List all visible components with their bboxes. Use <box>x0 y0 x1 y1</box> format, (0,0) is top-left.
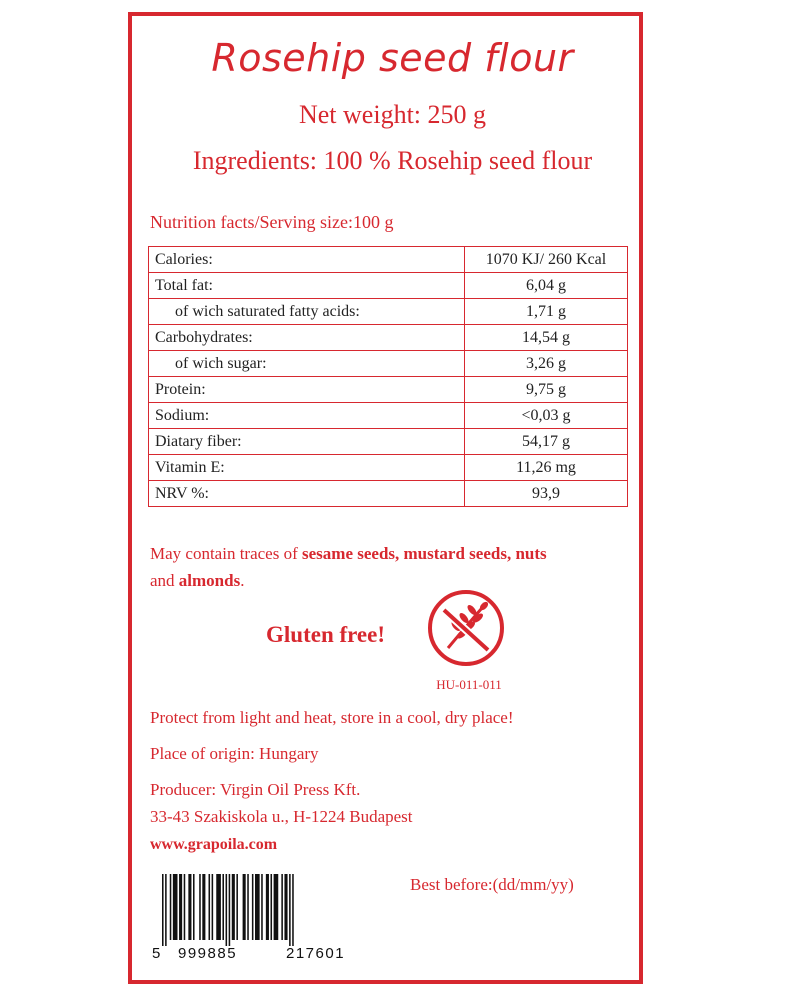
barcode-bar <box>274 874 279 940</box>
barcode-bar <box>243 874 246 940</box>
allergen-sesame: sesame seeds <box>302 544 396 563</box>
nutrient-label: of wich sugar: <box>149 351 465 377</box>
barcode-group-left: 999885 <box>178 945 238 962</box>
nutrient-label: NRV %: <box>149 481 465 507</box>
nutrient-value: 6,04 g <box>465 273 628 299</box>
barcode-bar <box>179 874 182 940</box>
barcode-bar <box>292 874 294 946</box>
barcode-bar <box>247 874 249 940</box>
nutrient-value: 9,75 g <box>465 377 628 403</box>
allergen-mustard: mustard seeds <box>403 544 507 563</box>
allergen-separator: , <box>506 544 516 563</box>
table-row <box>149 377 628 403</box>
producer-name: Producer: Virgin Oil Press Kft. <box>150 780 361 799</box>
allergen-nuts: nuts <box>515 544 547 563</box>
crossed-grain-icon <box>426 588 506 668</box>
barcode-bar <box>236 874 238 940</box>
nutrient-label: Carbohydrates: <box>149 325 465 351</box>
barcode-group-right: 217601 <box>286 945 346 962</box>
barcode-bar <box>261 874 263 940</box>
barcode-bar <box>173 874 178 940</box>
barcode-bar <box>252 874 254 940</box>
nutrient-value: 3,26 g <box>465 351 628 377</box>
gluten-free-text: Gluten free! <box>266 622 386 647</box>
barcode-bar <box>170 874 172 940</box>
allergen-almonds: almonds <box>178 571 241 590</box>
nutrient-value: 1,71 g <box>465 299 628 325</box>
table-row <box>149 351 628 377</box>
barcode-bar <box>162 874 164 946</box>
best-before: Best before:(dd/mm/yy) <box>410 875 574 894</box>
website-link[interactable]: www.grapoila.com <box>150 836 278 853</box>
table-row <box>149 481 628 507</box>
table-row <box>149 273 628 299</box>
barcode-bar <box>281 874 283 940</box>
barcode-bar <box>266 874 269 940</box>
barcode-bar <box>232 874 235 940</box>
barcode-bar <box>226 874 228 946</box>
nutrient-label: Total fat: <box>149 273 465 299</box>
barcode-bar <box>188 874 191 940</box>
allergen-prefix: May contain traces of <box>150 544 302 563</box>
table-row <box>149 299 628 325</box>
nutrient-value: <0,03 g <box>465 403 628 429</box>
product-title: Rosehip seed flour <box>211 36 574 80</box>
barcode-bar <box>229 874 231 946</box>
allergen-separator: , <box>395 544 404 563</box>
nutrient-label: Calories: <box>149 247 465 273</box>
nutrient-value: 11,26 mg <box>465 455 628 481</box>
allergen-warning <box>150 540 630 594</box>
nutrition-table <box>148 246 628 507</box>
nutrient-label: Vitamin E: <box>149 455 465 481</box>
table-row <box>149 455 628 481</box>
allergen-end: . <box>240 571 245 590</box>
nutrient-value: 54,17 g <box>465 429 628 455</box>
barcode-bar <box>284 874 287 940</box>
nutrient-value: 14,54 g <box>465 325 628 351</box>
barcode-bar <box>212 874 214 940</box>
nutrient-label: Diatary fiber: <box>149 429 465 455</box>
table-row <box>149 403 628 429</box>
table-row <box>149 325 628 351</box>
nutrient-value: 93,9 <box>465 481 628 507</box>
barcode <box>152 872 382 947</box>
barcode-bar <box>199 874 201 940</box>
barcode-bar <box>165 874 167 946</box>
nutrient-label: Protein: <box>149 377 465 403</box>
producer-address: 33-43 Szakiskola u., H-1224 Budapest <box>150 807 413 826</box>
barcode-bar <box>202 874 205 940</box>
place-of-origin: Place of origin: Hungary <box>150 744 319 763</box>
table-row <box>149 429 628 455</box>
nutrient-value: 1070 KJ/ 260 Kcal <box>465 247 628 273</box>
nutrition-header: Nutrition facts/Serving size:100 g <box>150 212 394 232</box>
barcode-bar <box>222 874 224 940</box>
gluten-free-code: HU-011-011 <box>436 677 502 692</box>
barcode-bar <box>209 874 211 940</box>
nutrient-label: Sodium: <box>149 403 465 429</box>
table-row <box>149 247 628 273</box>
barcode-bar <box>271 874 273 940</box>
barcode-bar <box>289 874 291 946</box>
net-weight: Net weight: 250 g <box>298 100 487 129</box>
ingredients: Ingredients: 100 % Rosehip seed flour <box>192 146 593 175</box>
barcode-digit-first: 5 <box>152 945 162 962</box>
nutrient-label: of wich saturated fatty acids: <box>149 299 465 325</box>
barcode-bar <box>193 874 195 940</box>
allergen-and: and <box>150 571 179 590</box>
barcode-bar <box>255 874 260 940</box>
storage-instructions: Protect from light and heat, store in a cool, dry place! <box>150 708 514 727</box>
barcode-bar <box>216 874 221 940</box>
barcode-bar <box>184 874 186 940</box>
